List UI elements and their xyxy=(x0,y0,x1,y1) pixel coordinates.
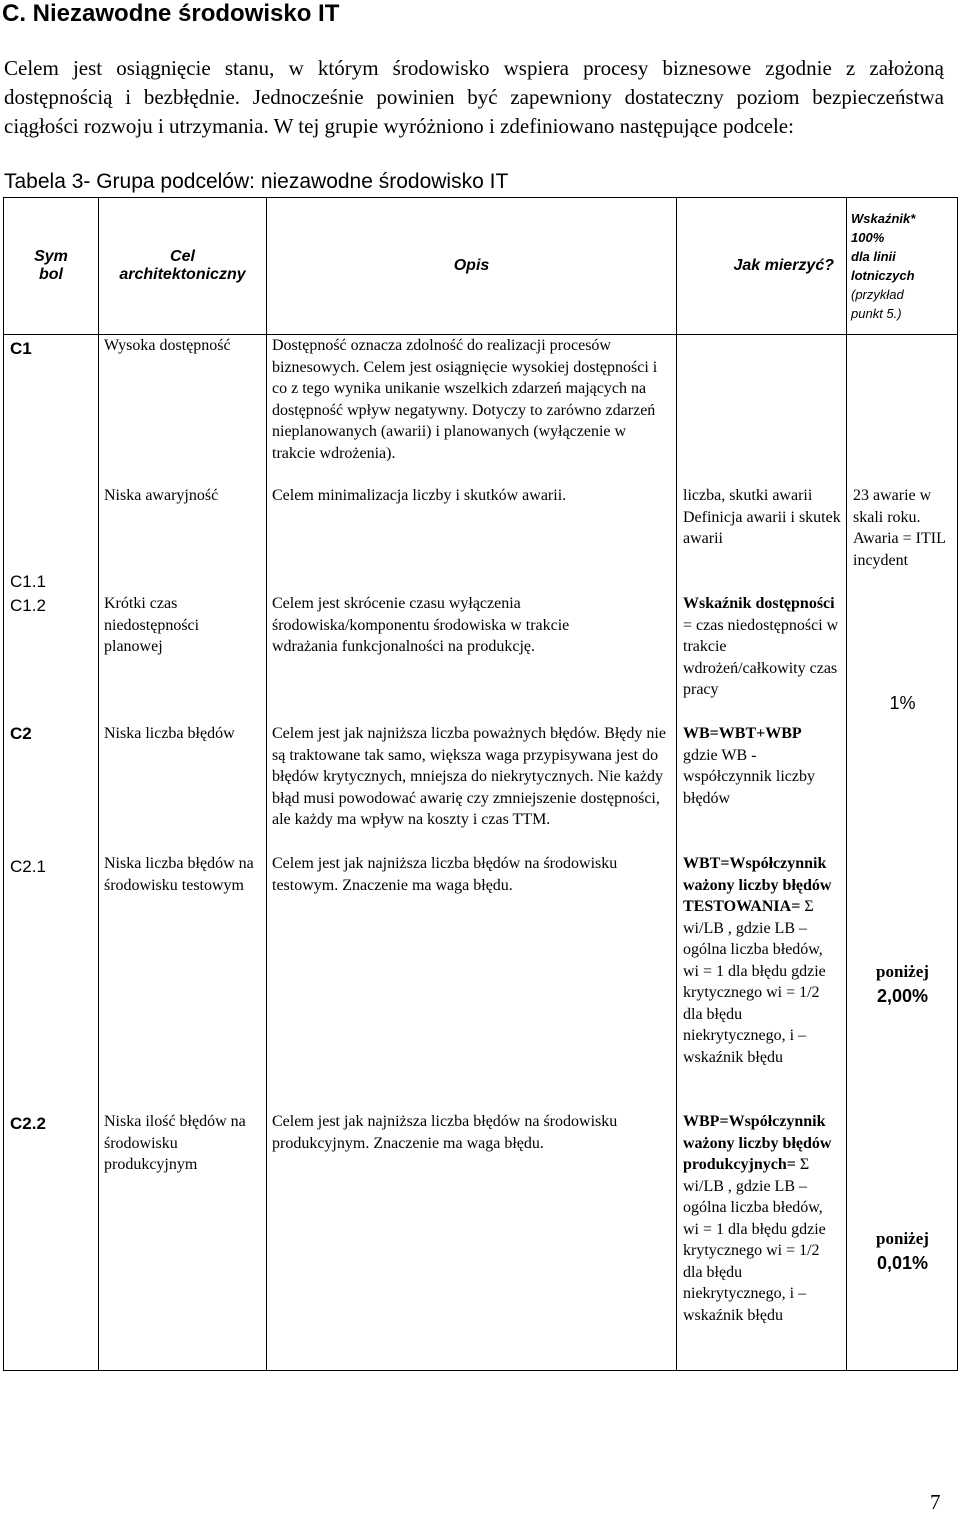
sym-c2-2: C2.2 xyxy=(10,1114,46,1133)
table-header-row xyxy=(4,198,958,335)
measure-c1-1: liczba, skutki awarii Definicja awarii i skutek awarii xyxy=(683,487,841,547)
sym-c2-1: C2.1 xyxy=(10,857,46,876)
header-how-to-measure: Jak mierzyć? xyxy=(677,198,847,335)
indicator-c1-1: 23 awarie w skali roku. Awaria = ITIL incydent xyxy=(853,487,946,569)
measure-c2-1: WBT=Współczynnik ważony liczby błędów TESTOWANIA= Σ wi/LB , gdzie LB – ogólna liczba błedów, wi = 1 dla błędu gdzie krytycznego wi = 1/2 dla błędu niekrytycznego, i – wskaźnik błędu xyxy=(683,855,832,1066)
description-column xyxy=(267,335,677,1371)
desc-c2-1: Celem jest jak najniższa liczba błędów na środowisku testowym. Znaczenie ma waga błędu. xyxy=(272,855,618,894)
goal-column xyxy=(99,335,267,1371)
measure-c2-2: WBP=Współczynnik ważony liczby błędów produkcyjnych= Σ wi/LB , gdzie LB – ogólna liczba błedów, wi = 1 dla błędu gdzie krytycznego wi = 1/2 dla błędu niekrytycznego, i – wskaźnik błędu xyxy=(683,1113,832,1324)
table-caption: Tabela 3- Grupa podcelów: niezawodne środowisko IT xyxy=(4,170,509,193)
sym-c2: C2 xyxy=(10,724,32,743)
goal-c1-1: Niska awaryjność xyxy=(104,487,219,504)
goal-c2-1: Niska liczba błędów na środowisku testowym xyxy=(104,855,254,894)
indicator-c1-2: 1% xyxy=(889,693,916,713)
desc-c2: Celem jest jak najniższa liczba poważnych błędów. Błędy nie są traktowane tak samo, większa waga przypisywana jest do błędów krytycznych, mniejsza do niekrytycznych. Nie każdy błąd musi powodować awarię czy zmniejszenie dostępności, ale każdy ma wpływ na koszty i czas TTM. xyxy=(272,725,666,828)
header-symbol: Sym bol xyxy=(4,198,99,335)
indicator-c2-1: poniżej 2,00% xyxy=(876,962,929,1006)
measure-c2: WB=WBT+WBP gdzie WB - współczynnik liczby błędów xyxy=(683,725,815,807)
desc-c2-2: Celem jest jak najniższa liczba błędów na środowisku produkcyjnym. Znaczenie ma waga błędu. xyxy=(272,1113,618,1152)
indicator-c2-2: poniżej 0,01% xyxy=(876,1229,929,1273)
header-description: Opis xyxy=(267,198,677,335)
subgoals-table xyxy=(3,197,958,1371)
section-heading: C. Niezawodne środowisko IT xyxy=(2,0,340,27)
header-architectural-goal: Cel architektoniczny xyxy=(99,198,267,335)
intro-paragraph: Celem jest osiągnięcie stanu, w którym środowisko wspiera procesy biznesowe zgodnie z założoną dostępnością i bezbłędnie. Jednocześnie powinien być zapewniony dostateczny poziom bezpieczeństwa ciągłości rozwoju i utrzymania. W tej grupie wyróżniono i zdefiniowano następujące podcele: xyxy=(4,56,944,138)
sym-c1-2: C1.2 xyxy=(10,596,46,615)
indicator-column xyxy=(847,335,958,1371)
goal-c1: Wysoka dostępność xyxy=(104,337,231,354)
goal-c2-2: Niska ilość błędów na środowisku produkcyjnym xyxy=(104,1113,246,1173)
page-number: 7 xyxy=(930,1490,941,1514)
sym-c1-1: C1.1 xyxy=(10,572,46,591)
symbol-column xyxy=(4,335,99,1371)
desc-c1-1: Celem minimalizacja liczby i skutków awarii. xyxy=(272,487,567,504)
desc-c1-2: Celem jest skrócenie czasu wyłączenia środowiska/komponentu środowiska w trakcie wdrażania funkcjonalności na produkcję. xyxy=(272,595,570,655)
desc-c1: Dostępność oznacza zdolność do realizacji procesów biznesowych. Celem jest osiągnięcie wysokiej dostępności i co z tego wynika unikanie wszelkich zdarzeń mających na dostępność wpływ negatywny. Dotyczy to zarówno zdarzeń nieplanowanych (awarii) i planowanych (wyłączenie w trakcie wdrożenia). xyxy=(272,337,658,462)
header-indicator: Wskaźnik* 100% dla linii lotniczych (przykład punkt 5.) xyxy=(847,198,958,335)
goal-c1-2: Krótki czas niedostępności planowej xyxy=(104,595,200,655)
sym-c1: C1 xyxy=(10,339,32,358)
table-body-row xyxy=(4,335,958,1371)
measure-c1-2: Wskaźnik dostępności = czas niedostępności w trakcie wdrożeń/całkowity czas pracy xyxy=(683,595,839,698)
goal-c2: Niska liczba błędów xyxy=(104,725,235,742)
measure-column xyxy=(677,335,847,1371)
